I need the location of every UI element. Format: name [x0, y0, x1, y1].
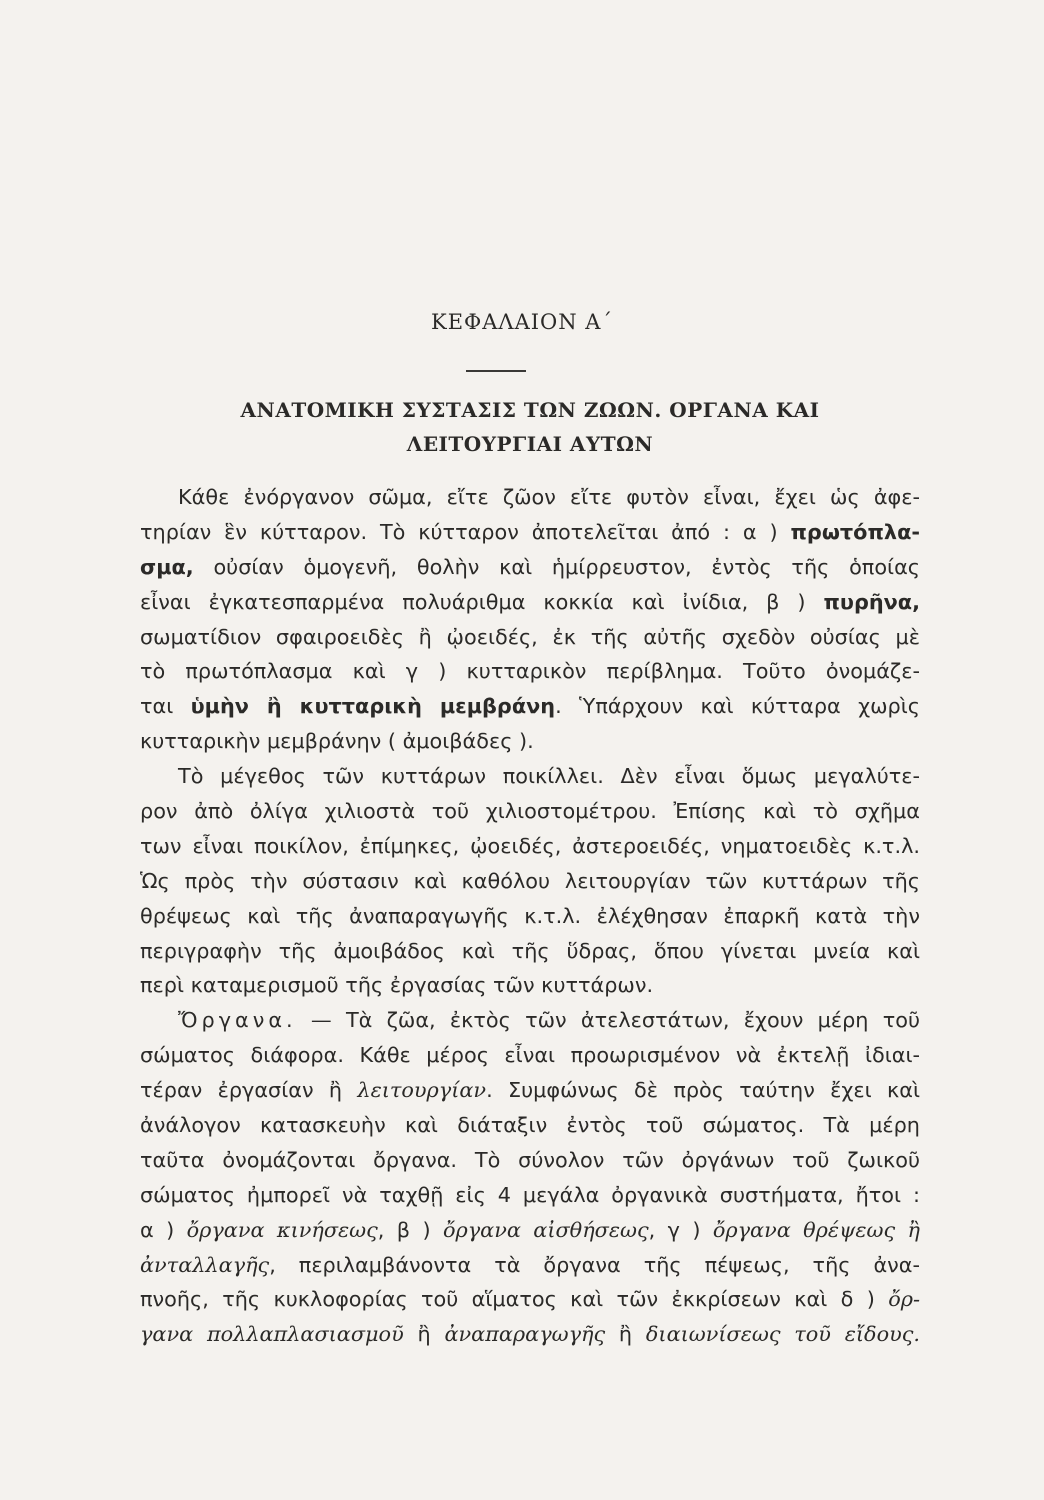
italic-term: ὄργανα αἰσθήσεως — [442, 1217, 649, 1242]
text-run: ἢ — [605, 1322, 646, 1347]
bold-term: πυρῆνα, — [823, 589, 920, 614]
italic-term: γανα πολλαπλασιασμοῦ — [140, 1322, 404, 1347]
text-run: σώματος διάφορα. Κάθε μέρος εἶναι προωρισμένον νὰ ἐκτελῇ ἰδιαι- — [140, 1043, 920, 1068]
text-run: Κάθε ἐνόργανον σῶμα, εἴτε ζῶον εἴτε φυτὸν εἶναι, ἔχει ὡς ἀφε- — [178, 485, 920, 509]
text-run: σώματος ἠμπορεῖ νὰ ταχθῇ εἰς 4 μεγάλα ὀργανικὰ συστήματα, ἤτοι : — [140, 1182, 920, 1207]
section-title — [140, 393, 920, 461]
bold-term: σμα, — [140, 554, 194, 579]
text-run: κυτταρικὴν μεμβράνην ( ἀμοιβάδες ). — [140, 729, 534, 754]
text-run: ρον ἀπὸ ὀλίγα χιλιοστὰ τοῦ χιλιοστομέτρου. Ἐπίσης καὶ τὸ σχῆμα — [140, 799, 920, 824]
paragraph-line — [140, 1317, 920, 1352]
paragraph-line — [140, 899, 920, 934]
paragraph-line — [140, 689, 920, 724]
paragraph-line — [140, 654, 920, 689]
text-run: τηρίαν ἓν κύτταρον. Τὸ κύτταρον ἀποτελεῖται ἀπό : α ) — [140, 519, 791, 544]
heading-divider — [466, 370, 526, 372]
section-title-line-2: ΛΕΙΤΟΥΡΓΙΑΙ ΑΥΤΩΝ — [406, 432, 654, 456]
section-title-line-1: ΑΝΑΤΟΜΙΚΗ ΣΥΣΤΑΣΙΣ ΤΩΝ ΖΩΩΝ. ΟΡΓΑΝΑ ΚΑΙ — [240, 398, 820, 422]
text-run: πνοῆς, τῆς κυκλοφορίας τοῦ αἵματος καὶ τῶν ἐκκρίσεων καὶ δ ) — [140, 1287, 889, 1312]
paragraph-line — [140, 1178, 920, 1213]
italic-term: διαιωνίσεως τοῦ εἴδους. — [645, 1322, 920, 1347]
italic-term: ἀναπαραγωγῆς — [444, 1322, 606, 1347]
paragraph-line — [140, 829, 920, 864]
paragraph-line — [140, 794, 920, 829]
paragraph-line — [140, 1213, 920, 1248]
text-run: Τὸ μέγεθος τῶν κυττάρων ποικίλλει. Δὲν εἶναι ὅμως μεγαλύτε- — [178, 764, 920, 789]
paragraph-line — [140, 585, 920, 620]
text-run: , β ) — [377, 1217, 443, 1242]
bold-term: πρωτόπλα- — [790, 519, 920, 544]
text-run: α ) — [140, 1217, 187, 1242]
text-run: περιγραφὴν τῆς ἀμοιβάδος καὶ τῆς ὕδρας, ὅπου γίνεται μνεία καὶ — [140, 938, 920, 963]
paragraph-line — [140, 1003, 920, 1038]
paragraph-line — [140, 1143, 920, 1178]
italic-term: ὄρ- — [888, 1287, 920, 1312]
text-run: περὶ καταμερισμοῦ τῆς ἐργασίας τῶν κυττάρων. — [140, 973, 654, 998]
paragraph-line — [140, 759, 920, 794]
paragraph-line — [140, 620, 920, 655]
spaced-term: Ὄργανα. — [178, 1008, 297, 1033]
text-run: σωματίδιον σφαιροειδὲς ἢ ᾠοειδές, ἐκ τῆς αὐτῆς σχεδὸν οὐσίας μὲ — [140, 624, 920, 649]
text-run: τὸ πρωτόπλασμα καὶ γ ) κυτταρικὸν περίβλημα. Τοῦτο ὀνομάζε- — [140, 659, 920, 684]
text-run: τέραν ἐργασίαν ἢ — [140, 1078, 358, 1103]
paragraph-line — [140, 934, 920, 969]
italic-term: ὄργανα θρέψεως ἢ — [712, 1217, 920, 1242]
text-run: ται — [140, 694, 191, 719]
bold-term: ὑμὴν ἢ κυτταρικὴ μεμβράνη — [190, 694, 556, 719]
paragraph-line — [140, 968, 920, 1003]
body-text — [140, 480, 920, 1352]
paragraph-line — [140, 515, 920, 550]
chapter-heading: ΚΕΦΑΛΑΙΟΝ Α΄ — [431, 310, 613, 334]
text-run: εἶναι ἐγκατεσπαρμένα πολυάριθμα κοκκία καὶ ἰνίδια, β ) — [140, 589, 824, 614]
text-run: . Ὑπάρχουν καὶ κύτταρα χωρὶς — [555, 694, 920, 719]
paragraph-line — [140, 1038, 920, 1073]
italic-term: ἀνταλλαγῆς — [140, 1252, 270, 1277]
paragraph-line — [140, 724, 920, 759]
paragraph-line — [140, 1282, 920, 1317]
paragraph-line — [140, 1073, 920, 1108]
text-run: οὐσίαν ὁμογενῆ, θολὴν καὶ ἡμίρρευστον, ἐντὸς τῆς ὁποίας — [193, 554, 920, 579]
text-run: ἀνάλογον κατασκευὴν καὶ διάταξιν ἐντὸς τοῦ σώματος. Τὰ μέρη — [140, 1113, 920, 1138]
italic-term: ὄργανα κινήσεως — [186, 1217, 378, 1242]
text-run: . Συμφώνως δὲ πρὸς ταύτην ἔχει καὶ — [486, 1078, 920, 1103]
text-run: των εἶναι ποικίλον, ἐπίμηκες, ᾠοειδές, ἀστεροειδές, νηματοειδὲς κ.τ.λ. — [140, 833, 920, 858]
text-run: , περιλαμβάνοντα τὰ ὄργανα τῆς πέψεως, τῆς ἀνα- — [269, 1252, 920, 1277]
text-run: , γ ) — [648, 1217, 713, 1242]
paragraph-line — [140, 1108, 920, 1143]
text-run: ταῦτα ὀνομάζονται ὄργανα. Τὸ σύνολον τῶν ὀργάνων τοῦ ζωικοῦ — [140, 1147, 920, 1172]
paragraph-line — [140, 480, 920, 515]
paragraph-line — [140, 864, 920, 899]
text-run: θρέψεως καὶ τῆς ἀναπαραγωγῆς κ.τ.λ. ἐλέχθησαν ἐπαρκῆ κατὰ τὴν — [140, 903, 920, 928]
italic-term: λειτουργίαν — [357, 1078, 487, 1103]
paragraph-line — [140, 550, 920, 585]
paragraph-line — [140, 1248, 920, 1283]
text-run: ἢ — [403, 1322, 445, 1347]
text-run: — Τὰ ζῶα, ἐκτὸς τῶν ἀτελεστάτων, ἔχουν μέρη τοῦ — [296, 1008, 920, 1033]
text-run: Ὡς πρὸς τὴν σύστασιν καὶ καθόλου λειτουργίαν τῶν κυττάρων τῆς — [140, 868, 920, 893]
